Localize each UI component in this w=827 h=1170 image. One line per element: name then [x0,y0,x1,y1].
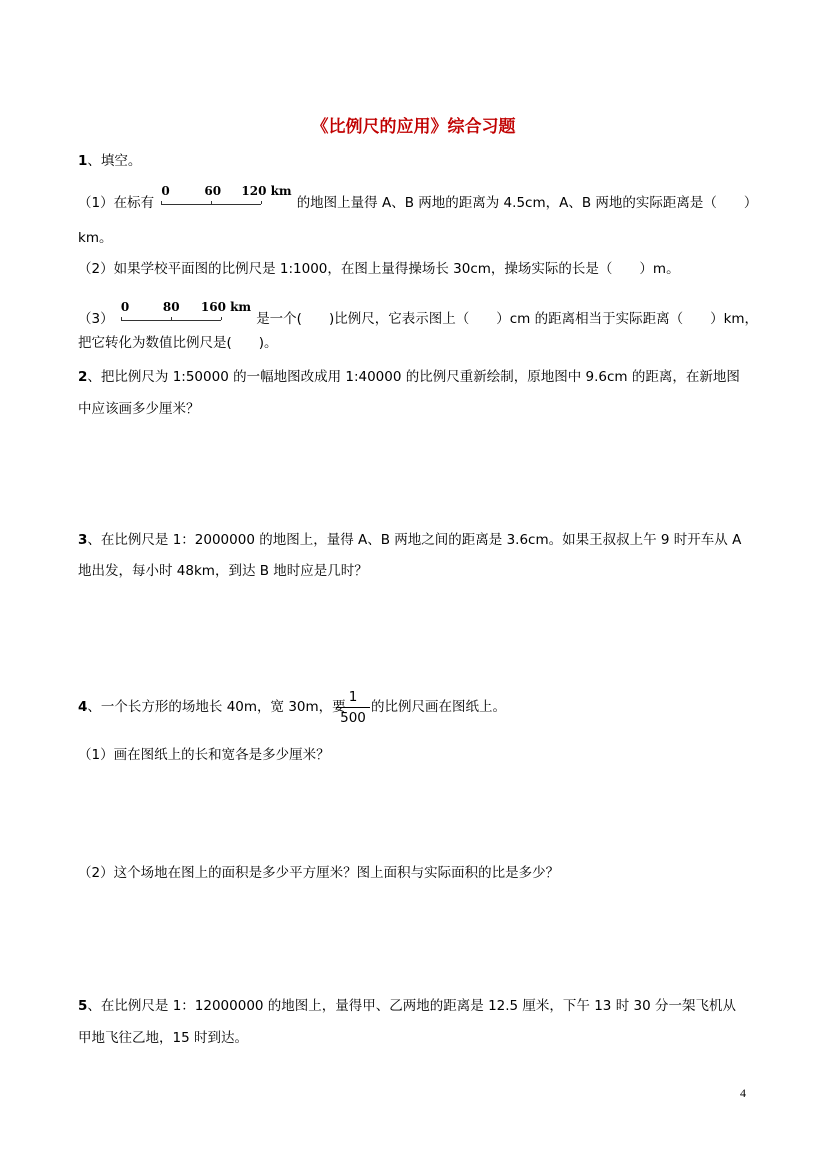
q1-part3-line2: 把它转化为数值比例尺是( )。 [78,335,278,351]
page-number: 4 [740,1086,746,1100]
q5-line2: 甲地飞往乙地，15 时到达。 [78,1030,248,1046]
q2-line1 [78,368,740,386]
q1-heading-text: 、填空。 [87,153,142,169]
q1-heading [78,152,141,170]
q5-text-1: 、在比例尺是 1：12000000 的地图上，量得甲、乙两地的距离是 12.5 厘米，下午 13 时 30 分一架飞机从 [87,998,736,1014]
scale-label: 0 [161,184,170,198]
q3-line2: 地出发，每小时 48km，到达 B 地时应是几时？ [78,563,368,579]
fraction-denominator: 500 [340,710,366,726]
page-title: 《比例尺的应用》综合习题 [311,117,516,137]
q1-part1-text: 的地图上量得 A、B 两地的距离为 4.5cm，A、B 两地的实际距离是（ ） [296,195,758,211]
q1-part3-text: 是一个( )比例尺，它表示图上（ ）cm 的距离相当于实际距离（ ）km， [256,311,759,327]
q4-number: 4 [78,699,88,715]
q1-part1-line2: km。 [78,230,113,246]
line-scale-bar-2 [120,300,252,326]
q1-number: 1 [78,153,88,169]
q3-line1 [78,531,741,549]
q1-part3-line1 [78,300,759,328]
scale-label: 80 [162,300,180,314]
q5-line1 [78,997,736,1015]
q4-line1 [78,698,346,716]
q4-text-a: 、一个长方形的场地长 40m，宽 30m，要 [87,699,346,715]
q1-part1-line1 [78,184,758,212]
q5-number: 5 [78,998,88,1014]
q4-part1: （1）画在图纸上的长和宽各是多少厘米？ [78,747,330,763]
q1-part3-prefix: （3） [78,311,114,327]
q2-text-1: 、把比例尺为 1:50000 的一幅地图改成用 1:40000 的比例尺重新绘制，原地图中 9.6cm 的距离，在新地图 [87,369,740,385]
scale-label: 120 km [241,184,292,198]
q2-line2: 中应该画多少厘米？ [78,401,200,417]
q1-part1-prefix: （1）在标有 [78,195,155,211]
scale-label: 60 [204,184,222,198]
q2-number: 2 [78,369,88,385]
q4-text-b: 的比例尺画在图纸上。 [371,699,506,715]
scale-label: 160 km [200,300,252,314]
q4-part2: （2）这个场地在图上的面积是多少平方厘米？图上面积与实际面积的比是多少？ [78,865,560,881]
fraction-one-over-500 [336,688,370,727]
q3-number: 3 [78,532,88,548]
fraction-numerator: 1 [348,689,358,705]
scale-label: 0 [120,300,130,314]
q3-text-1: 、在比例尺是 1：2000000 的地图上，量得 A、B 两地之间的距离是 3.6cm。如果王叔叔上午 9 时开车从 A [87,532,742,548]
q1-part2: （2）如果学校平面图的比例尺是 1:1000，在图上量得操场长 30cm，操场实际的长是（ ）m。 [78,261,680,277]
line-scale-bar-1 [161,184,292,210]
